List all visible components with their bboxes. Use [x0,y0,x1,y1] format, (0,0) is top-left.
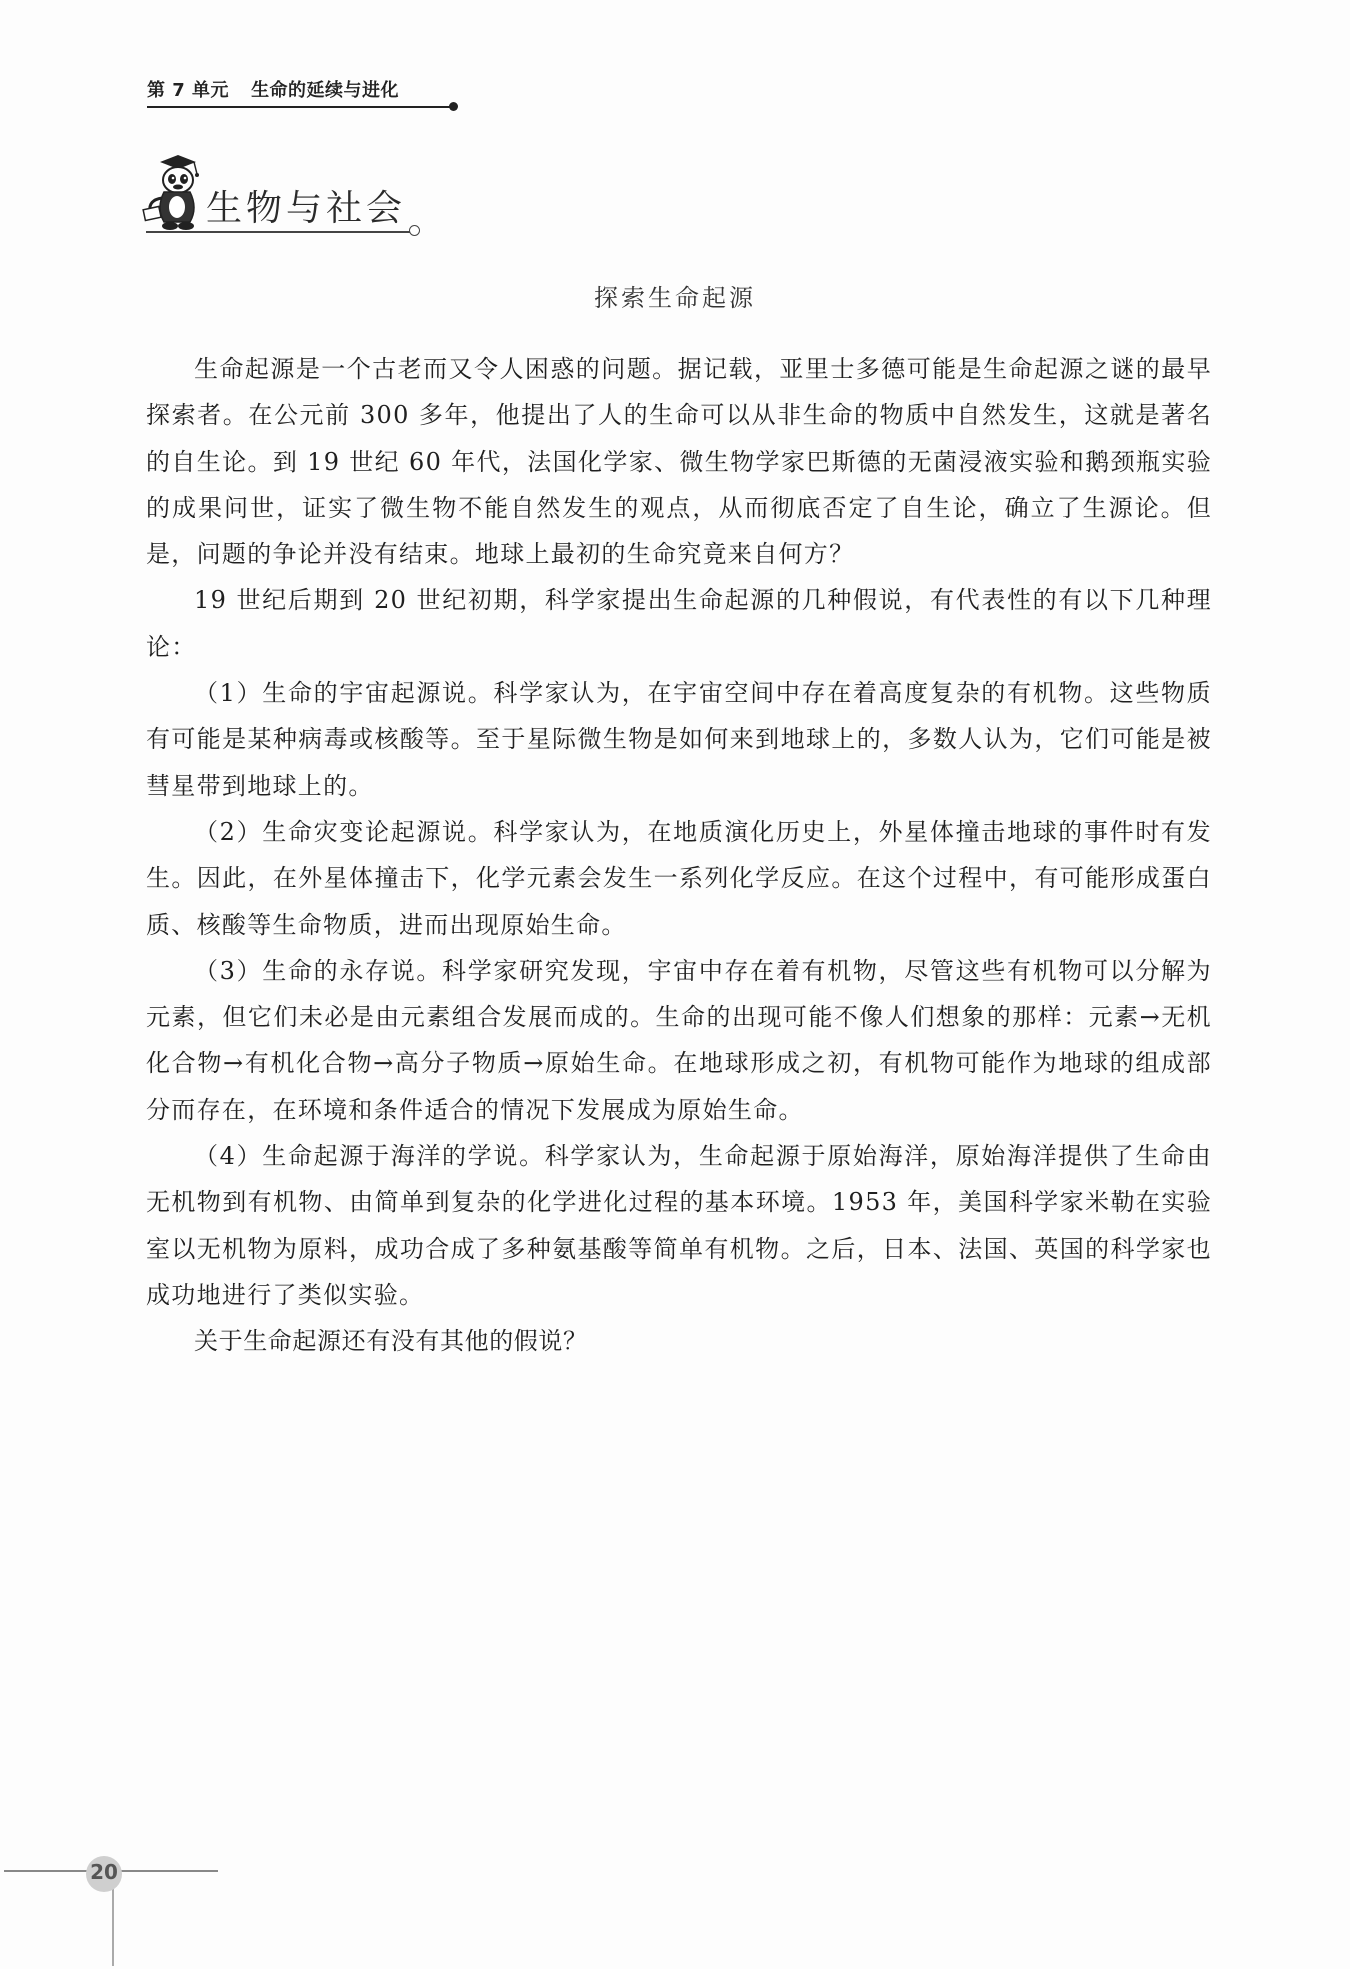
running-header-text [147,76,459,102]
paragraph-closing-question: 关于生命起源还有没有其他的假说？ [194,1327,588,1356]
unit-title: 生命的延续与进化 [251,80,400,101]
paragraph-eternal-life: （3）生命的永存说。科学家研究发现，宇宙中存在着有机物，尽管这些有机物可以分解为元素，但它们未必是由元素组合发展而成的。生命的出现可能不像人们想象的那样：元素→无机化合物→有机化合物→高分子物质→原始生命。在地球形成之初，有机物可能作为地球的组成部分而存在，在环境和条件适合的情况下发展成为原始生命。 [146,956,1212,1124]
page-number-stem [112,1886,114,1966]
paragraph-hypotheses-intro: 19 世纪后期到 20 世纪初期，科学家提出生命起源的几种假说，有代表性的有以下几种理论： [146,586,1212,661]
unit-number: 第 7 单元 [147,80,230,101]
section-rule [146,231,410,233]
page-number-group [0,1856,230,1966]
section-title: 生物与社会 [206,188,407,229]
running-header [147,76,459,110]
paragraph-ocean-origin: （4）生命起源于海洋的学说。科学家认为，生命起源于原始海洋，原始海洋提供了生命由无机物到有机物、由简单到复杂的化学进化过程的基本环境。1953 年，美国科学家米勒在实验室以无机物为原料，成功合成了多种氨基酸等简单有机物。之后，日本、法国、英国的科学家也成功地进行了类似实验。 [146,1142,1212,1309]
cartoon-mascot-icon [142,152,208,234]
header-rule [147,106,452,108]
article-title: 探索生命起源 [594,284,756,312]
paragraph-cosmic-origin: （1）生命的宇宙起源说。科学家认为，在宇宙空间中存在着高度复杂的有机物。这些物质有可能是某种病毒或核酸等。至于星际微生物是如何来到地球上的，多数人认为，它们可能是被彗星带到地球上的。 [146,679,1212,800]
page-number: 20 [90,1860,118,1884]
section-banner [142,152,422,238]
paragraph-intro: 生命起源是一个古老而又令人困惑的问题。据记载，亚里士多德可能是生命起源之谜的最早探索者。在公元前 300 多年，他提出了人的生命可以从非生命的物质中自然发生，这就是著名的自生论。到 19 世纪 60 年代，法国化学家、微生物学家巴斯德的无菌浸液实验和鹅颈瓶实验的成果问世，证实了微生物不能自然发生的观点，从而彻底否定了自生论，确立了生源论。但是，问题的争论并没有结束。地球上最初的生命究竟来自何方？ [146,355,1212,569]
section-circle-icon [409,225,420,236]
paragraph-catastrophe-origin: （2）生命灾变论起源说。科学家认为，在地质演化历史上，外星体撞击地球的事件时有发生。因此，在外星体撞击下，化学元素会发生一系列化学反应。在这个过程中，有可能形成蛋白质、核酸等生命物质，进而出现原始生命。 [146,817,1212,939]
header-dot-icon [449,102,458,111]
article-body [146,346,1212,1365]
